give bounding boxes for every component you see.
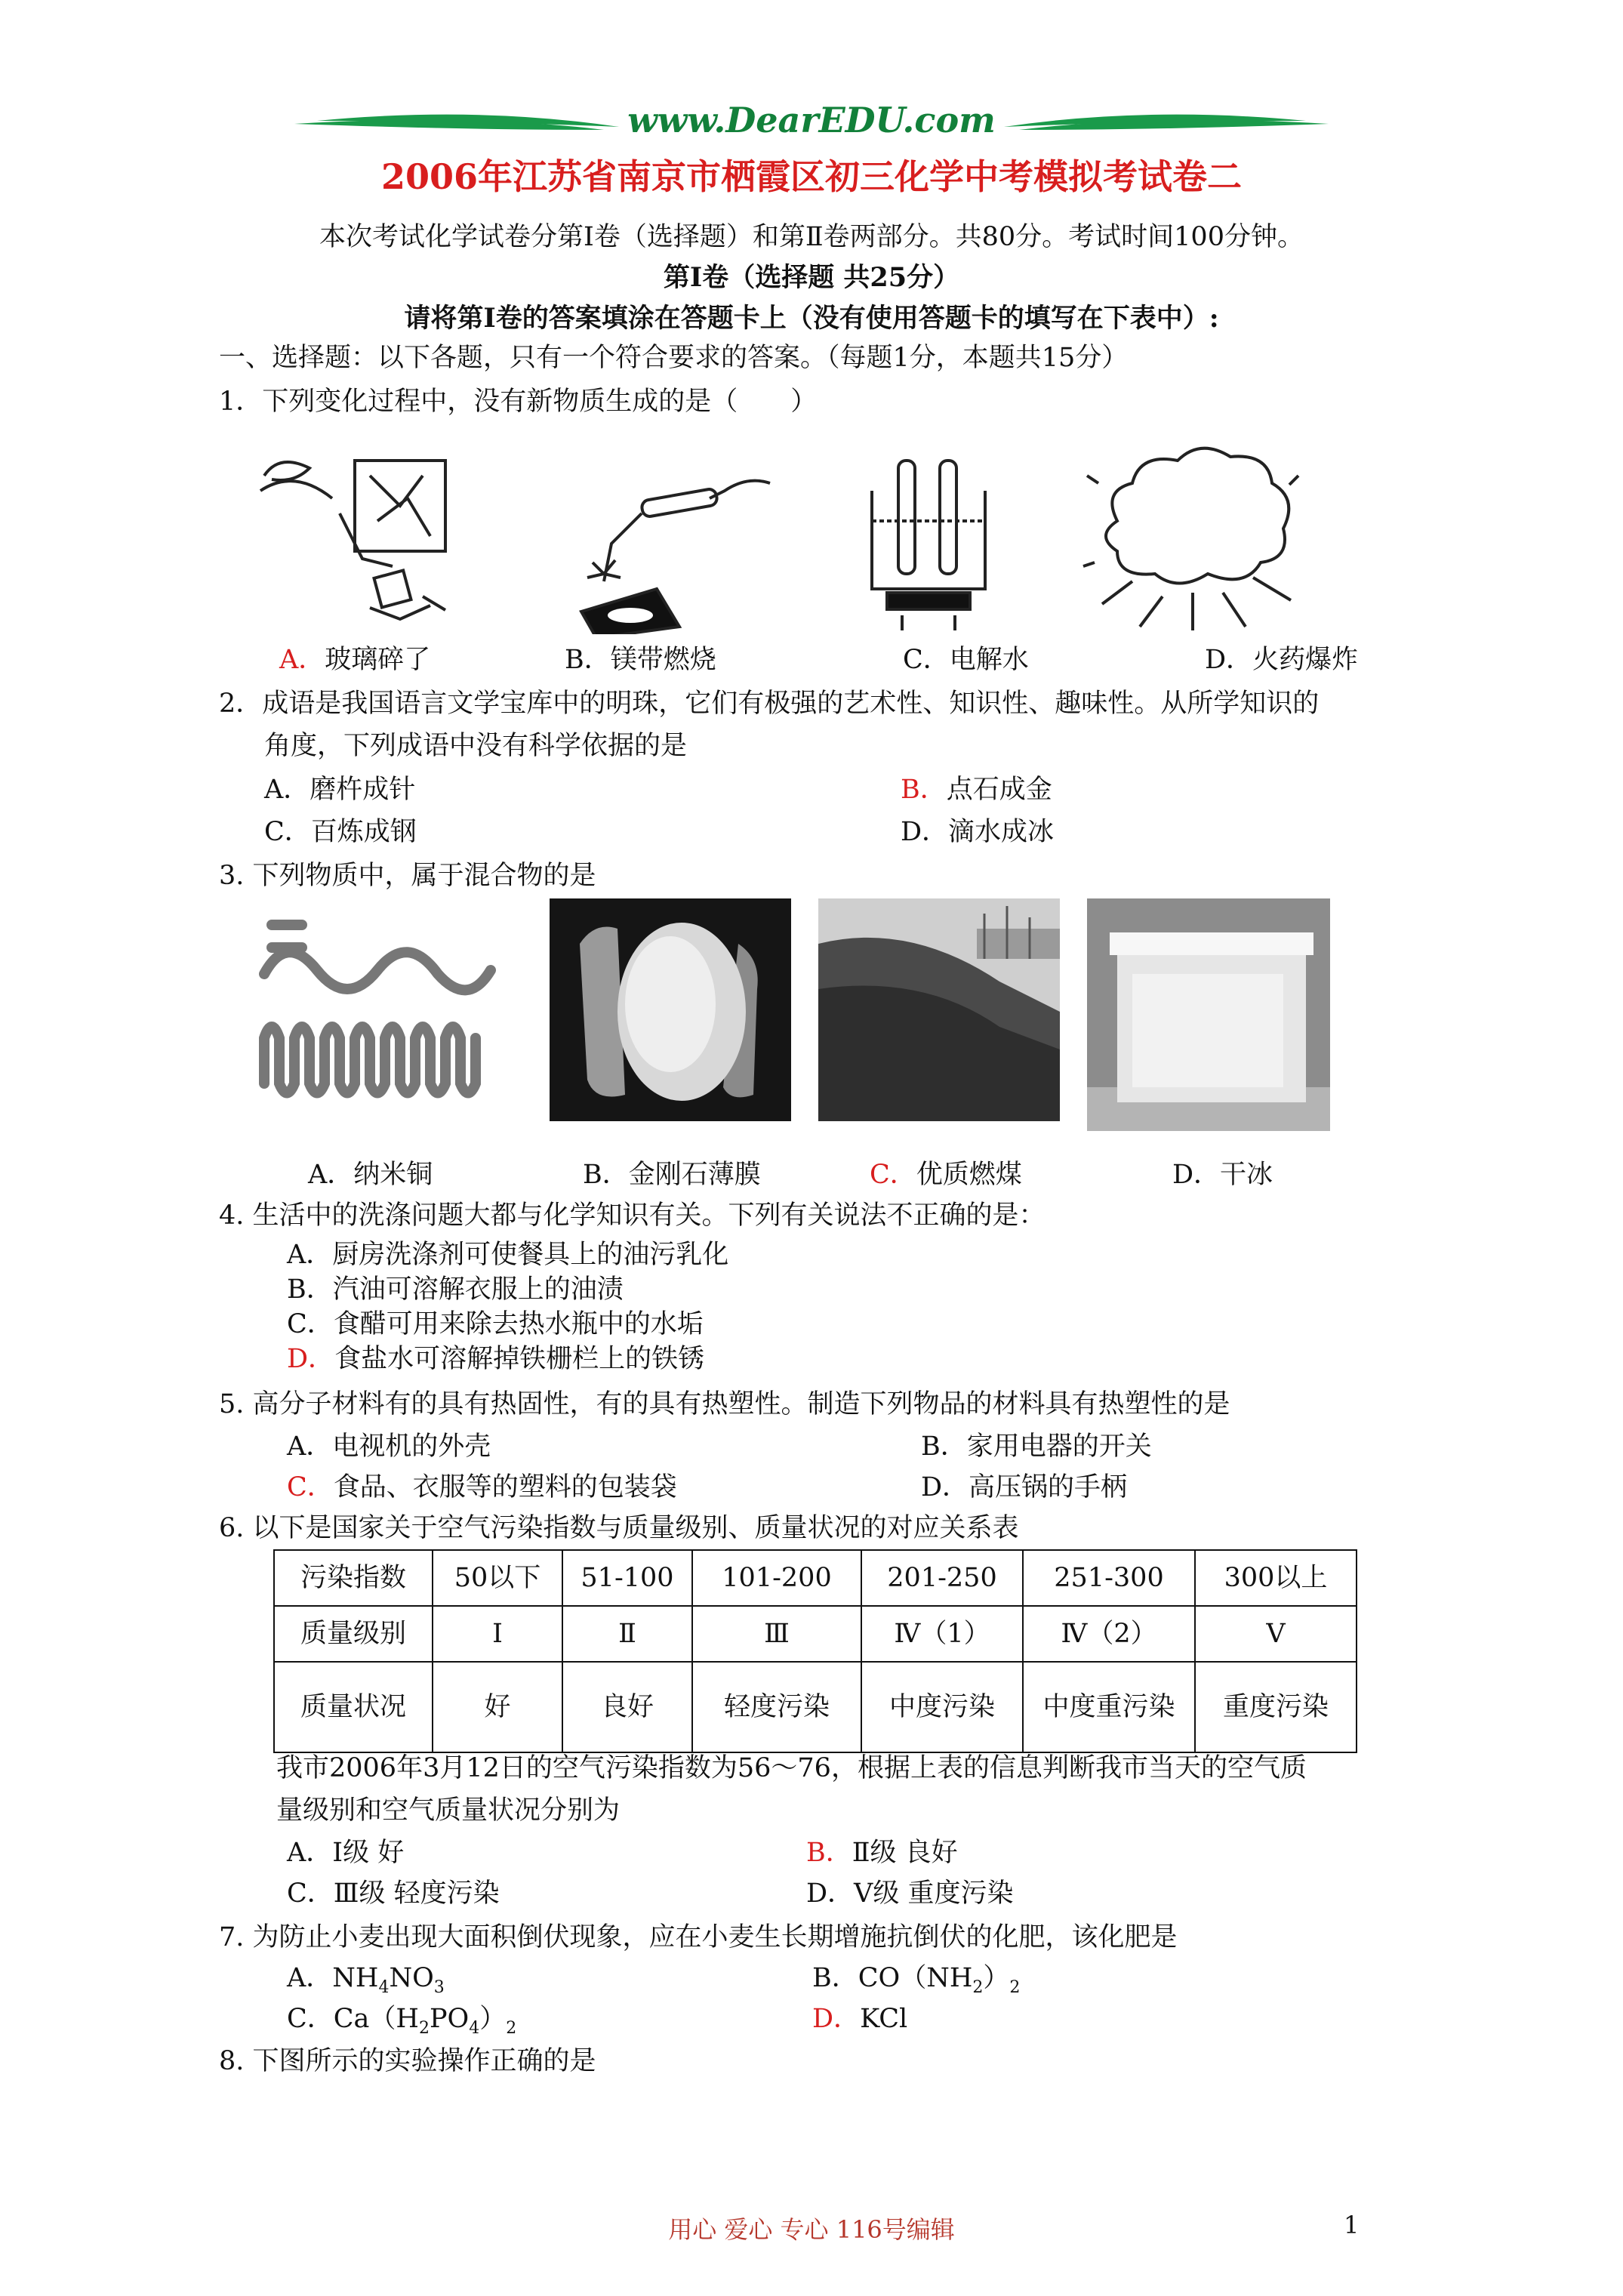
q5-option-a: A．电视机的外壳: [287, 1432, 491, 1462]
q3-option-d: D．干冰: [1172, 1160, 1273, 1190]
q5-option-c: C．食品、衣服等的塑料的包装袋: [287, 1472, 677, 1502]
broken-glass-illustration: [249, 445, 491, 627]
table-cell: 中度重污染: [1023, 1662, 1195, 1752]
site-banner: [287, 98, 1336, 151]
table-cell: 质量状况: [274, 1662, 433, 1752]
q6-stem: 6. 以下是国家关于空气污染指数与质量级别、质量状况的对应关系表: [219, 1513, 1019, 1543]
q7-option-a: A．$NH_4NO_3$: [287, 1963, 445, 1997]
nano-copper-image: [257, 902, 506, 1102]
q7-option-c: C．$Ca(H_2PO_4)_2$: [287, 2004, 517, 2038]
q2-stem-line-2: 角度，下列成语中没有科学依据的是: [264, 731, 688, 761]
table-cell: 重度污染: [1195, 1662, 1357, 1752]
q1-option-d: D．火药爆炸: [1205, 645, 1359, 675]
q4-option-b: B．汽油可溶解衣服上的油渍: [287, 1274, 624, 1305]
table-cell: 50以下: [433, 1550, 562, 1606]
page-footer: 用心 爱心 专心 116号编辑: [668, 2215, 955, 2244]
q1-option-c: C．电解水: [903, 645, 1029, 675]
q3-option-b: B．金刚石薄膜: [583, 1160, 761, 1190]
q4-option-a: A．厨房洗涤剂可使餐具上的油污乳化: [287, 1240, 729, 1270]
table-cell: 质量级别: [274, 1606, 433, 1662]
q2-stem-line-1: 2．成语是我国语言文学宝库中的明珠，它们有极强的艺术性、知识性、趣味性。从所学知识的: [219, 689, 1320, 719]
q7-option-b: B．$CO(NH_2)_2$: [812, 1963, 1021, 1997]
q5-option-b: B．家用电器的开关: [921, 1432, 1152, 1462]
q8-stem: 8. 下图所示的实验操作正确的是: [219, 2046, 596, 2076]
table-cell: Ⅲ: [692, 1606, 861, 1662]
table-cell: 201-250: [861, 1550, 1023, 1606]
table-cell: 251-300: [1023, 1550, 1195, 1606]
q6-option-d: D．Ⅴ级 重度污染: [806, 1878, 1014, 1909]
table-cell: 51-100: [562, 1550, 692, 1606]
q1-option-a: A．玻璃碎了: [279, 645, 431, 675]
q1-stem: 1．下列变化过程中，没有新物质生成的是（ ）: [219, 387, 818, 417]
section-heading: 一、选择题：以下各题，只有一个符合要求的答案。（每题1分，本题共15分）: [219, 343, 1129, 373]
coal-pile-image: [818, 898, 1060, 1121]
site-url: www.DearEDU.com: [627, 100, 996, 140]
table-cell: Ⅳ（1）: [861, 1606, 1023, 1662]
q6-text-line-2: 量级别和空气质量状况分别为: [276, 1795, 621, 1826]
diamond-film-image: [550, 898, 791, 1121]
table-row: [274, 1550, 1357, 1606]
q5-stem: 5. 高分子材料有的具有热固性，有的具有热塑性。制造下列物品的材料具有热塑性的是: [219, 1389, 1230, 1419]
air-quality-table: [273, 1549, 1357, 1753]
q6-option-c: C．Ⅲ级 轻度污染: [287, 1878, 500, 1909]
q3-stem: 3. 下列物质中，属于混合物的是: [219, 861, 596, 891]
table-cell: Ⅱ: [562, 1606, 692, 1662]
q4-option-d: D．食盐水可溶解掉铁栅栏上的铁锈: [287, 1344, 705, 1374]
page-number: 1: [1344, 2211, 1360, 2239]
page-title: 2006年江苏省南京市栖霞区初三化学中考模拟考试卷二: [380, 156, 1243, 197]
q2-option-a: A．磨杵成针: [264, 775, 416, 805]
dry-ice-image: [1087, 898, 1330, 1131]
q7-stem: 7. 为防止小麦出现大面积倒伏现象，应在小麦生长期增施抗倒伏的化肥，该化肥是: [219, 1922, 1178, 1952]
q6-option-a: A．Ⅰ级 好: [287, 1838, 405, 1868]
table-cell: 轻度污染: [692, 1662, 861, 1752]
table-cell: Ⅴ: [1195, 1606, 1357, 1662]
q1-option-b: B．镁带燃烧: [565, 645, 716, 675]
q3-option-c: C．优质燃煤: [870, 1160, 1022, 1190]
table-cell: 中度污染: [861, 1662, 1023, 1752]
table-row: [274, 1662, 1357, 1752]
table-cell: 101-200: [692, 1550, 861, 1606]
table-row: [274, 1606, 1357, 1662]
q7-option-d: D．KCl: [812, 2004, 908, 2034]
q6-text-line-1: 我市2006年3月12日的空气污染指数为56～76，根据上表的信息判断我市当天的空气质: [276, 1753, 1307, 1783]
electrolysis-apparatus-illustration: [857, 445, 1000, 634]
q5-option-d: D．高压锅的手柄: [921, 1472, 1128, 1502]
magnesium-burning-illustration: [559, 461, 785, 634]
q3-option-a: A．纳米铜: [308, 1160, 433, 1190]
intro-line-3: 请将第Ⅰ卷的答案填涂在答题卡上（没有使用答题卡的填写在下表中）:: [404, 303, 1219, 334]
table-cell: 好: [433, 1662, 562, 1752]
gunpowder-explosion-illustration: [1072, 430, 1313, 634]
q4-stem: 4. 生活中的洗涤问题大都与化学知识有关。下列有关说法不正确的是：: [219, 1200, 1046, 1231]
table-cell: 污染指数: [274, 1550, 433, 1606]
intro-line-1: 本次考试化学试卷分第Ⅰ卷（选择题）和第Ⅱ卷两部分。共80分。考试时间100分钟。: [319, 222, 1304, 252]
table-cell: 良好: [562, 1662, 692, 1752]
table-cell: Ⅰ: [433, 1606, 562, 1662]
table-cell: 300以上: [1195, 1550, 1357, 1606]
table-cell: Ⅳ（2）: [1023, 1606, 1195, 1662]
q2-option-b: B．点石成金: [901, 775, 1052, 805]
q4-option-c: C．食醋可用来除去热水瓶中的水垢: [287, 1309, 704, 1339]
q2-option-c: C．百炼成钢: [264, 817, 417, 847]
q2-option-d: D．滴水成冰: [901, 817, 1055, 847]
intro-line-2: 第Ⅰ卷（选择题 共25分）: [663, 262, 960, 293]
q6-option-b: B．Ⅱ级 良好: [806, 1838, 958, 1868]
